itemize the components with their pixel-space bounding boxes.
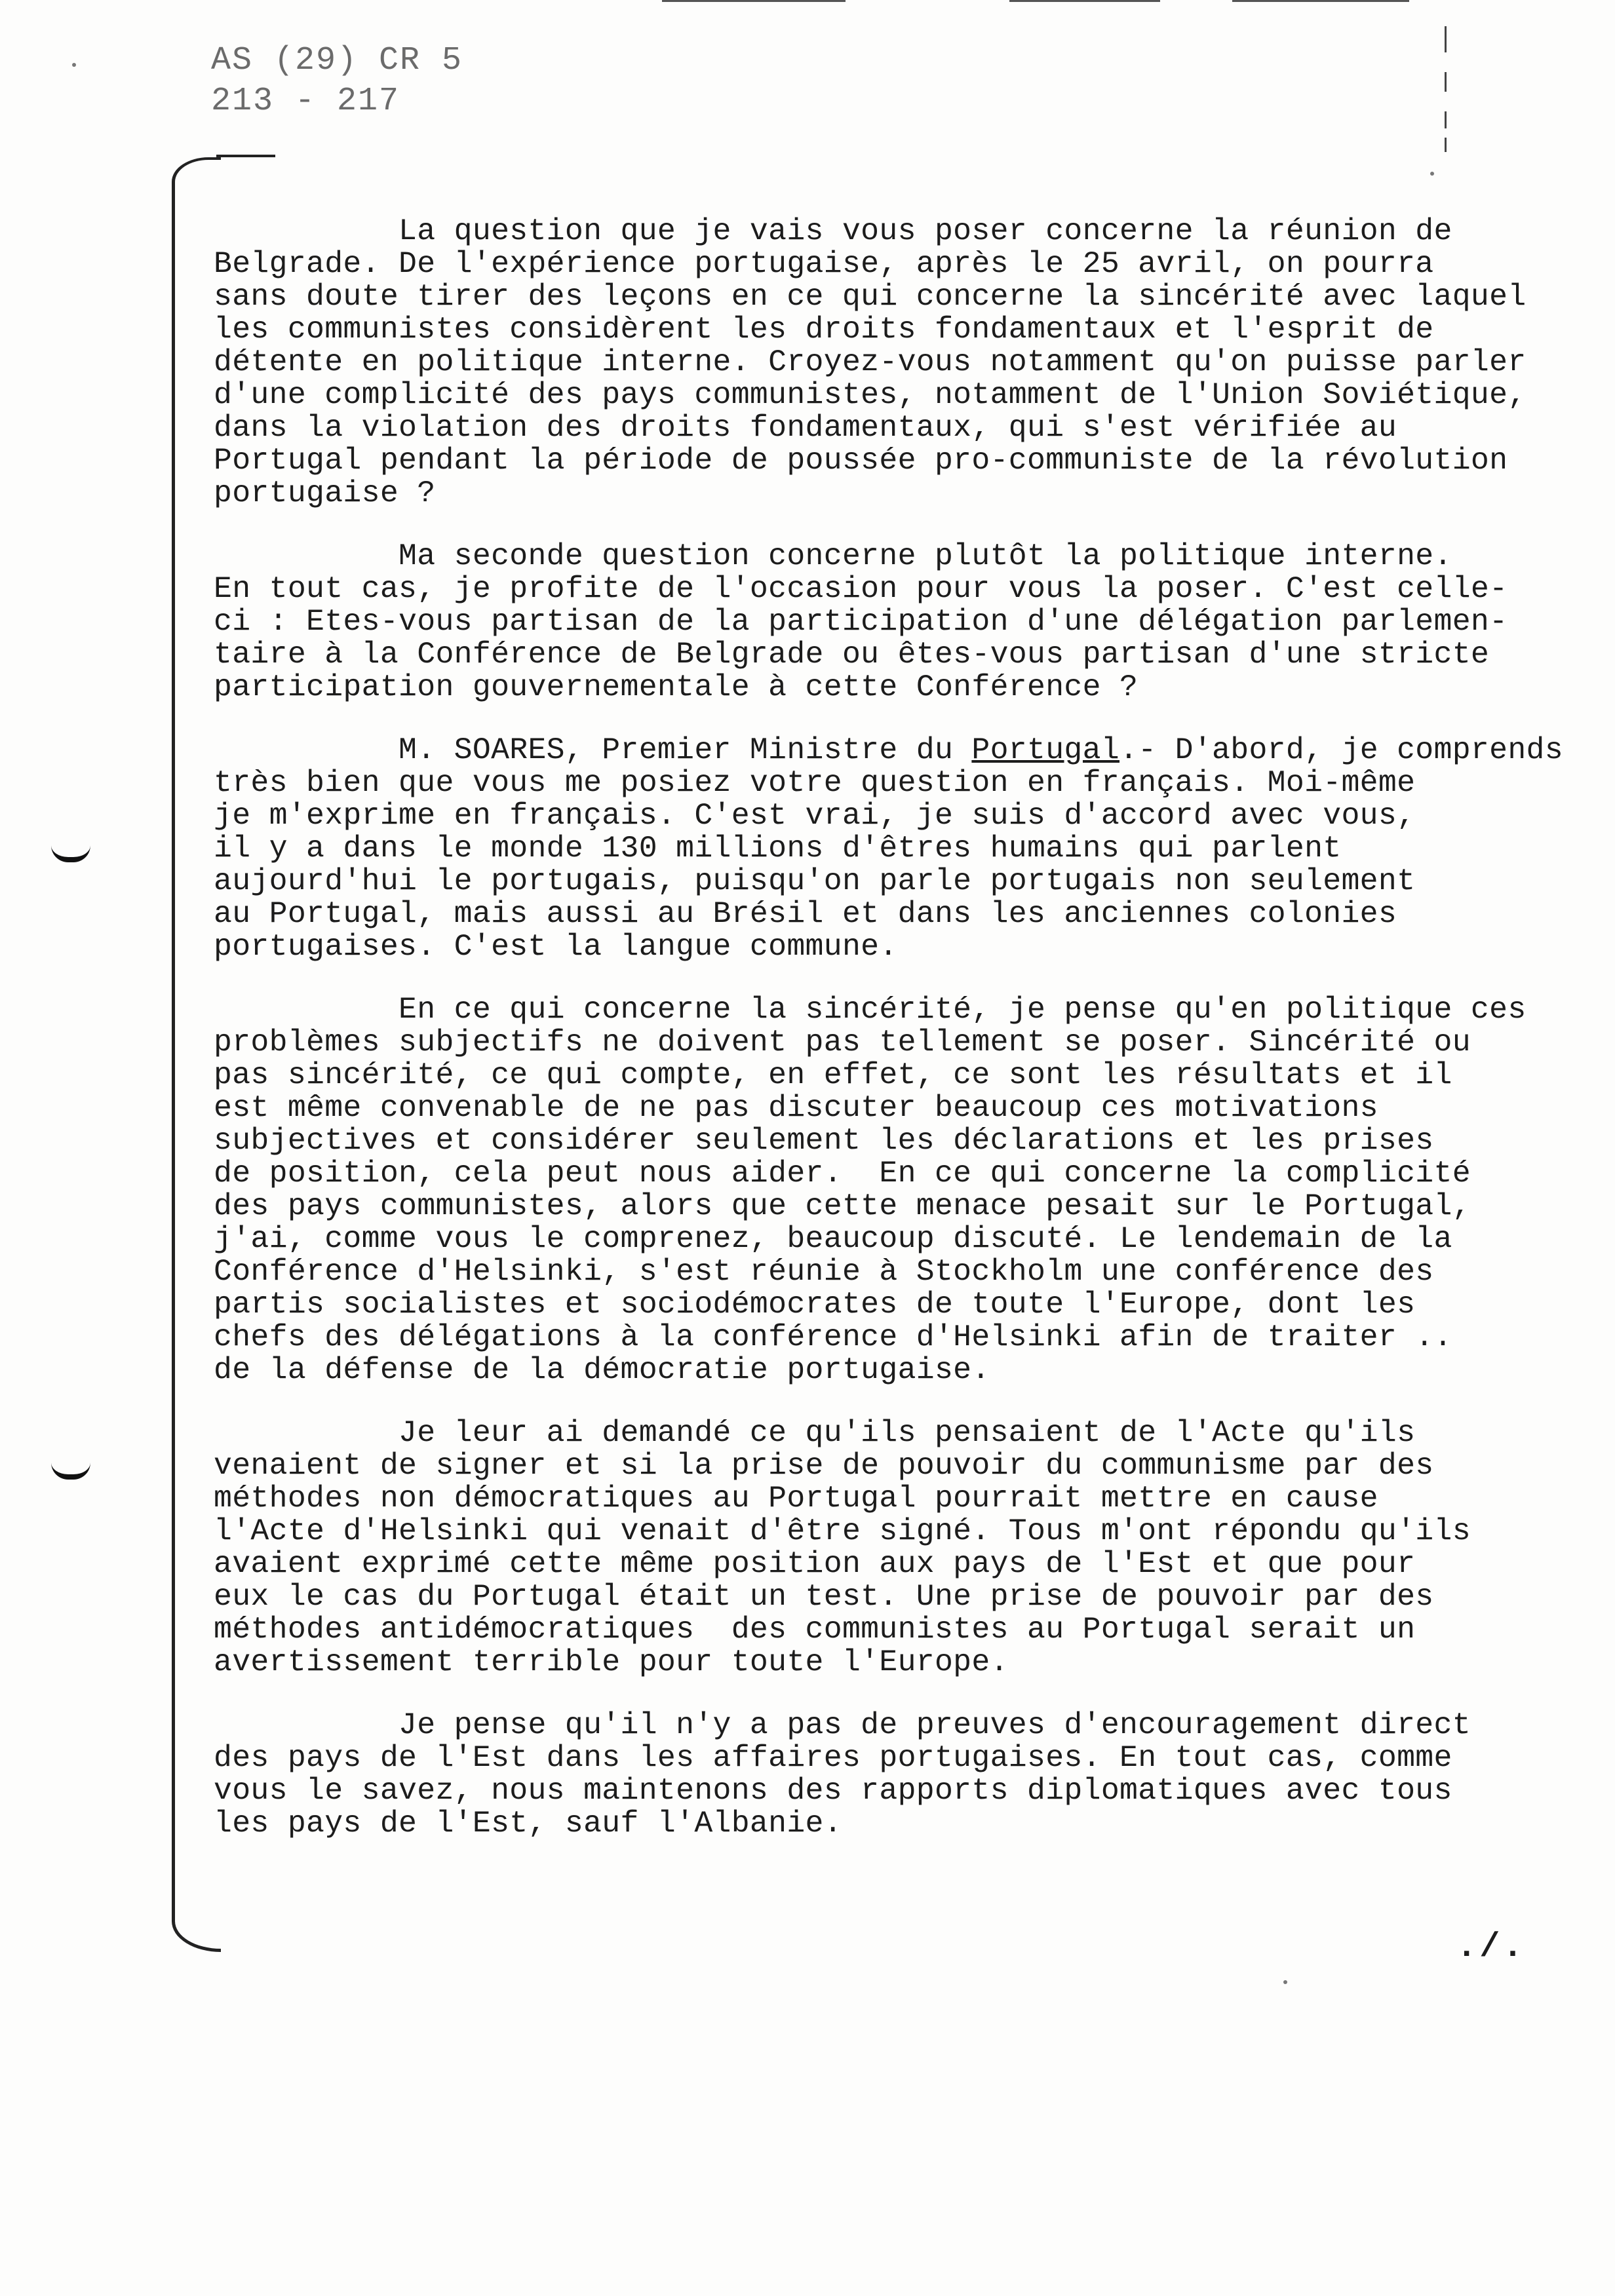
paragraph	[214, 540, 1610, 704]
margin-tick-mark	[51, 1463, 90, 1480]
text-line: méthodes non démocratiques au Portugal pourrait mettre en cause	[214, 1481, 1378, 1516]
text-line: taire à la Conférence de Belgrade ou êtes-vous partisan d'une stricte	[214, 637, 1490, 672]
scan-speck	[72, 63, 76, 67]
text-line: d'une complicité des pays communistes, notamment de l'Union Soviétique,	[214, 377, 1527, 412]
margin-mark	[1445, 72, 1447, 92]
document-reference	[211, 41, 463, 122]
paragraph	[214, 734, 1610, 963]
paragraph	[214, 993, 1610, 1387]
text-line: chefs des délégations à la conférence d'Helsinki afin de traiter ..	[214, 1320, 1452, 1354]
text-line: des pays de l'Est dans les affaires portugaises. En tout cas, comme	[214, 1740, 1452, 1775]
paragraph	[214, 215, 1610, 510]
text-line: de position, cela peut nous aider. En ce qui concerne la complicité	[214, 1156, 1471, 1191]
margin-mark	[1445, 111, 1447, 128]
text-line: En tout cas, je profite de l'occasion pour vous la poser. C'est celle-	[214, 571, 1508, 606]
margin-tick-mark	[51, 845, 90, 862]
margin-bracket-tail	[216, 155, 275, 157]
text-line: les pays de l'Est, sauf l'Albanie.	[214, 1806, 842, 1841]
text-line: Je pense qu'il n'y a pas de preuves d'encouragement direct	[214, 1708, 1471, 1742]
text-line: au Portugal, mais aussi au Brésil et dans les anciennes colonies	[214, 896, 1397, 931]
text-line: problèmes subjectifs ne doivent pas tellement se poser. Sincérité ou	[214, 1025, 1471, 1060]
text-line: Portugal pendant la période de poussée pro-communiste de la révolution	[214, 443, 1508, 478]
text-line: En ce qui concerne la sincérité, je pense qu'en politique ces	[214, 992, 1527, 1027]
speaker-country: Portugal	[971, 733, 1120, 767]
reference-code: AS (29) CR 5	[211, 42, 463, 79]
speaker-line	[214, 734, 1610, 767]
text-line: portugaise ?	[214, 476, 436, 510]
top-edge-rule	[1009, 0, 1160, 2]
speaker-rest: .- D'abord, je comprends	[1119, 733, 1563, 767]
text-line: méthodes antidémocratiques des communistes au Portugal serait un	[214, 1612, 1416, 1647]
text-line: avertissement terrible pour toute l'Europe.	[214, 1645, 1009, 1679]
speaker-intro: M. SOARES, Premier Ministre du	[214, 733, 972, 767]
paragraph	[214, 1709, 1610, 1840]
text-line: des pays communistes, alors que cette menace pesait sur le Portugal,	[214, 1189, 1471, 1223]
paragraph	[214, 1417, 1610, 1679]
text-line: ci : Etes-vous partisan de la participation d'une délégation parlemen-	[214, 604, 1508, 639]
text-line: avaient exprimé cette même position aux pays de l'Est et que pour	[214, 1546, 1416, 1581]
text-line: de la défense de la démocratie portugaise.	[214, 1352, 990, 1387]
scan-speck	[1283, 1980, 1287, 1984]
text-line: venaient de signer et si la prise de pouvoir du communisme par des	[214, 1448, 1434, 1483]
text-line: portugaises. C'est la langue commune.	[214, 929, 898, 964]
document-body	[214, 215, 1610, 1870]
text-line: j'ai, comme vous le comprenez, beaucoup discuté. Le lendemain de la	[214, 1221, 1452, 1256]
text-line: vous le savez, nous maintenons des rapports diplomatiques avec tous	[214, 1773, 1452, 1808]
text-line: est même convenable de ne pas discuter beaucoup ces motivations	[214, 1090, 1378, 1125]
top-edge-rule	[1232, 0, 1409, 2]
margin-mark	[1445, 26, 1447, 52]
text-line: aujourd'hui le portugais, puisqu'on parle portugais non seulement	[214, 864, 1416, 898]
text-line: détente en politique interne. Croyez-vous notamment qu'on puisse parler	[214, 345, 1527, 379]
text-line: La question que je vais vous poser concerne la réunion de	[214, 214, 1452, 248]
text-line: eux le cas du Portugal était un test. Une prise de pouvoir par des	[214, 1579, 1434, 1614]
text-line: très bien que vous me posiez votre question en français. Moi-même	[214, 765, 1416, 800]
text-line: partis socialistes et sociodémocrates de toute l'Europe, dont les	[214, 1287, 1416, 1322]
text-line: Je leur ai demandé ce qu'ils pensaient de l'Acte qu'ils	[214, 1415, 1416, 1450]
text-line: Conférence d'Helsinki, s'est réunie à Stockholm une conférence des	[214, 1254, 1434, 1289]
text-line: Belgrade. De l'expérience portugaise, après le 25 avril, on pourra	[214, 246, 1434, 281]
text-line: participation gouvernementale à cette Conférence ?	[214, 670, 1138, 704]
margin-mark	[1445, 138, 1447, 152]
text-line: sans doute tirer des leçons en ce qui concerne la sincérité avec laquel	[214, 279, 1527, 314]
continuation-mark: ./.	[1456, 1928, 1526, 1966]
text-line: Ma seconde question concerne plutôt la politique interne.	[214, 539, 1452, 573]
text-line: je m'exprime en français. C'est vrai, je suis d'accord avec vous,	[214, 798, 1416, 833]
reference-pages: 213 - 217	[211, 83, 400, 120]
text-line: subjectives et considérer seulement les déclarations et les prises	[214, 1123, 1434, 1158]
text-line: dans la violation des droits fondamentaux, qui s'est vérifiée au	[214, 410, 1397, 445]
scan-speck	[1430, 172, 1434, 176]
text-line: il y a dans le monde 130 millions d'êtres humains qui parlent	[214, 831, 1342, 866]
top-edge-rule	[662, 0, 846, 2]
text-line: pas sincérité, ce qui compte, en effet, ce sont les résultats et il	[214, 1058, 1452, 1092]
text-line: les communistes considèrent les droits fondamentaux et l'esprit de	[214, 312, 1434, 347]
text-line: l'Acte d'Helsinki qui venait d'être signé. Tous m'ont répondu qu'ils	[214, 1514, 1471, 1548]
